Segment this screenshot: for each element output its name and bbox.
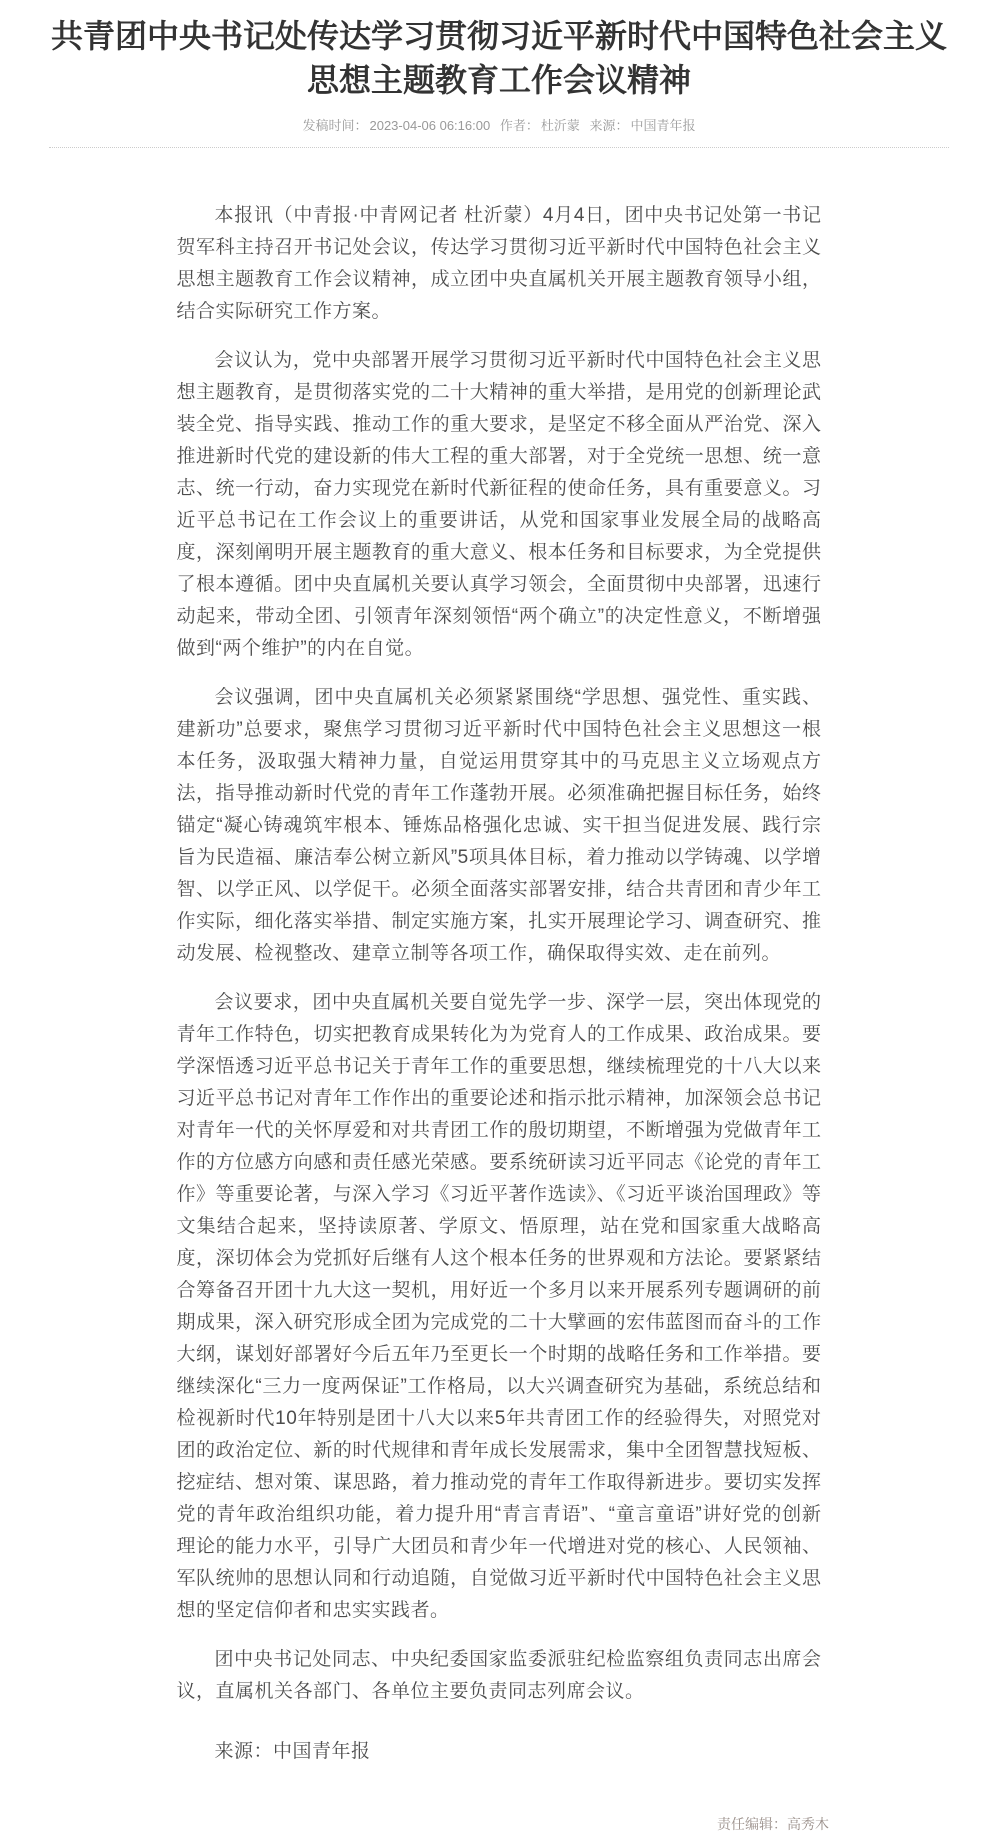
article-source-line: 来源：中国青年报: [214, 1741, 371, 1762]
source-label: 来源：: [589, 118, 629, 133]
article-page: [0, 14, 998, 1846]
article-body: [177, 200, 822, 1768]
paragraph-5: 团中央书记处同志、中央纪委国家监委派驻纪检监察组负责同志出席会议，直属机关各部门、各单位主要负责同志列席会议。: [176, 1649, 822, 1702]
paragraph-3: 会议强调，团中央直属机关必须紧紧围绕“学思想、强党性、重实践、建新功”总要求，聚焦学习贯彻习近平新时代中国特色社会主义思想这一根本任务，汲取强大精神力量，自觉运用贯穿其中的马克思主义立场观点方法，指导推动新时代党的青年工作蓬勃开展。必须准确把握目标任务，始终锚定“凝心铸魂筑牢根本、锤炼品格强化忠诚、实干担当促进发展、践行宗旨为民造福、廉洁奉公树立新风”5项具体目标，着力推动以学铸魂、以学增智、以学正风、以学促干。必须全面落实部署安排，结合共青团和青少年工作实际，细化落实举措、制定实施方案，扎实开展理论学习、调查研究、推动发展、检视整改、建章立制等各项工作，确保取得实效、走在前列。: [176, 687, 822, 964]
paragraph-1: 本报讯（中青报·中青网记者 杜沂蒙）4月4日，团中央书记处第一书记贺军科主持召开书记处会议，传达学习贯彻习近平新时代中国特色社会主义思想主题教育工作会议精神，成立团中央直属机关开展主题教育领导小组，结合实际研究工作方案。: [176, 205, 822, 322]
publish-time-label: 发稿时间：: [302, 118, 368, 133]
article-title: 共青团中央书记处传达学习贯彻习近平新时代中国特色社会主义思想主题教育工作会议精神: [50, 18, 947, 98]
editor-note: 责任编辑：高秀木: [717, 1816, 829, 1832]
author-label: 作者：: [499, 118, 539, 133]
source-value: 中国青年报: [630, 118, 696, 133]
article-meta: [0, 115, 998, 134]
paragraph-4: 会议要求，团中央直属机关要自觉先学一步、深学一层，突出体现党的青年工作特色，切实把教育成果转化为为党育人的工作成果、政治成果。要学深悟透习近平总书记关于青年工作的重要思想，继续梳理党的十八大以来习近平总书记对青年工作作出的重要论述和指示批示精神，加深领会总书记对青年一代的关怀厚爱和对共青团工作的殷切期望，不断增强为党做青年工作的方位感方向感和责任感光荣感。要系统研读习近平同志《论党的青年工作》等重要论著，与深入学习《习近平著作选读》、《习近平谈治国理政》等文集结合起来，坚持读原著、学原文、悟原理，站在党和国家重大战略高度，深切体会为党抓好后继有人这个根本任务的世界观和方法论。要紧紧结合筹备召开团十九大这一契机，用好近一个多月以来开展系列专题调研的前期成果，深入研究形成全团为完成党的二十大擘画的宏伟蓝图而奋斗的工作大纲，谋划好部署好今后五年乃至更长一个时期的战略任务和工作举措。要继续深化“三力一度两保证”工作格局，以大兴调查研究为基础，系统总结和检视新时代10年特别是团十八大以来5年共青团工作的经验得失，对照党对团的政治定位、新的时代规律和青年成长发展需求，集中全团智慧找短板、挖症结、想对策、谋思路，着力推动党的青年工作取得新进步。要切实发挥党的青年政治组织功能，着力提升用“青言青语”、“童言童语”讲好党的创新理论的能力水平，引导广大团员和青少年一代增进对党的核心、人民领袖、军队统帅的思想认同和行动追随，自觉做习近平新时代中国特色社会主义思想的坚定信仰者和忠实实践者。: [176, 992, 822, 1621]
meta-divider: [49, 147, 949, 148]
author-value: 杜沂蒙: [540, 118, 580, 133]
publish-time-value: 2023-04-06 06:16:00: [369, 118, 491, 133]
paragraph-2: 会议认为，党中央部署开展学习贯彻习近平新时代中国特色社会主义思想主题教育，是贯彻落实党的二十大精神的重大举措，是用党的创新理论武装全党、指导实践、推动工作的重大要求，是坚定不移全面从严治党、深入推进新时代党的建设新的伟大工程的重大部署，对于全党统一思想、统一意志、统一行动，奋力实现党在新时代新征程的使命任务，具有重要意义。习近平总书记在工作会议上的重要讲话，从党和国家事业发展全局的战略高度，深刻阐明开展主题教育的重大意义、根本任务和目标要求，为全党提供了根本遵循。团中央直属机关要认真学习领会，全面贯彻中央部署，迅速行动起来，带动全团、引领青年深刻领悟“两个确立”的决定性意义，不断增强做到“两个维护”的内在自觉。: [176, 350, 822, 659]
